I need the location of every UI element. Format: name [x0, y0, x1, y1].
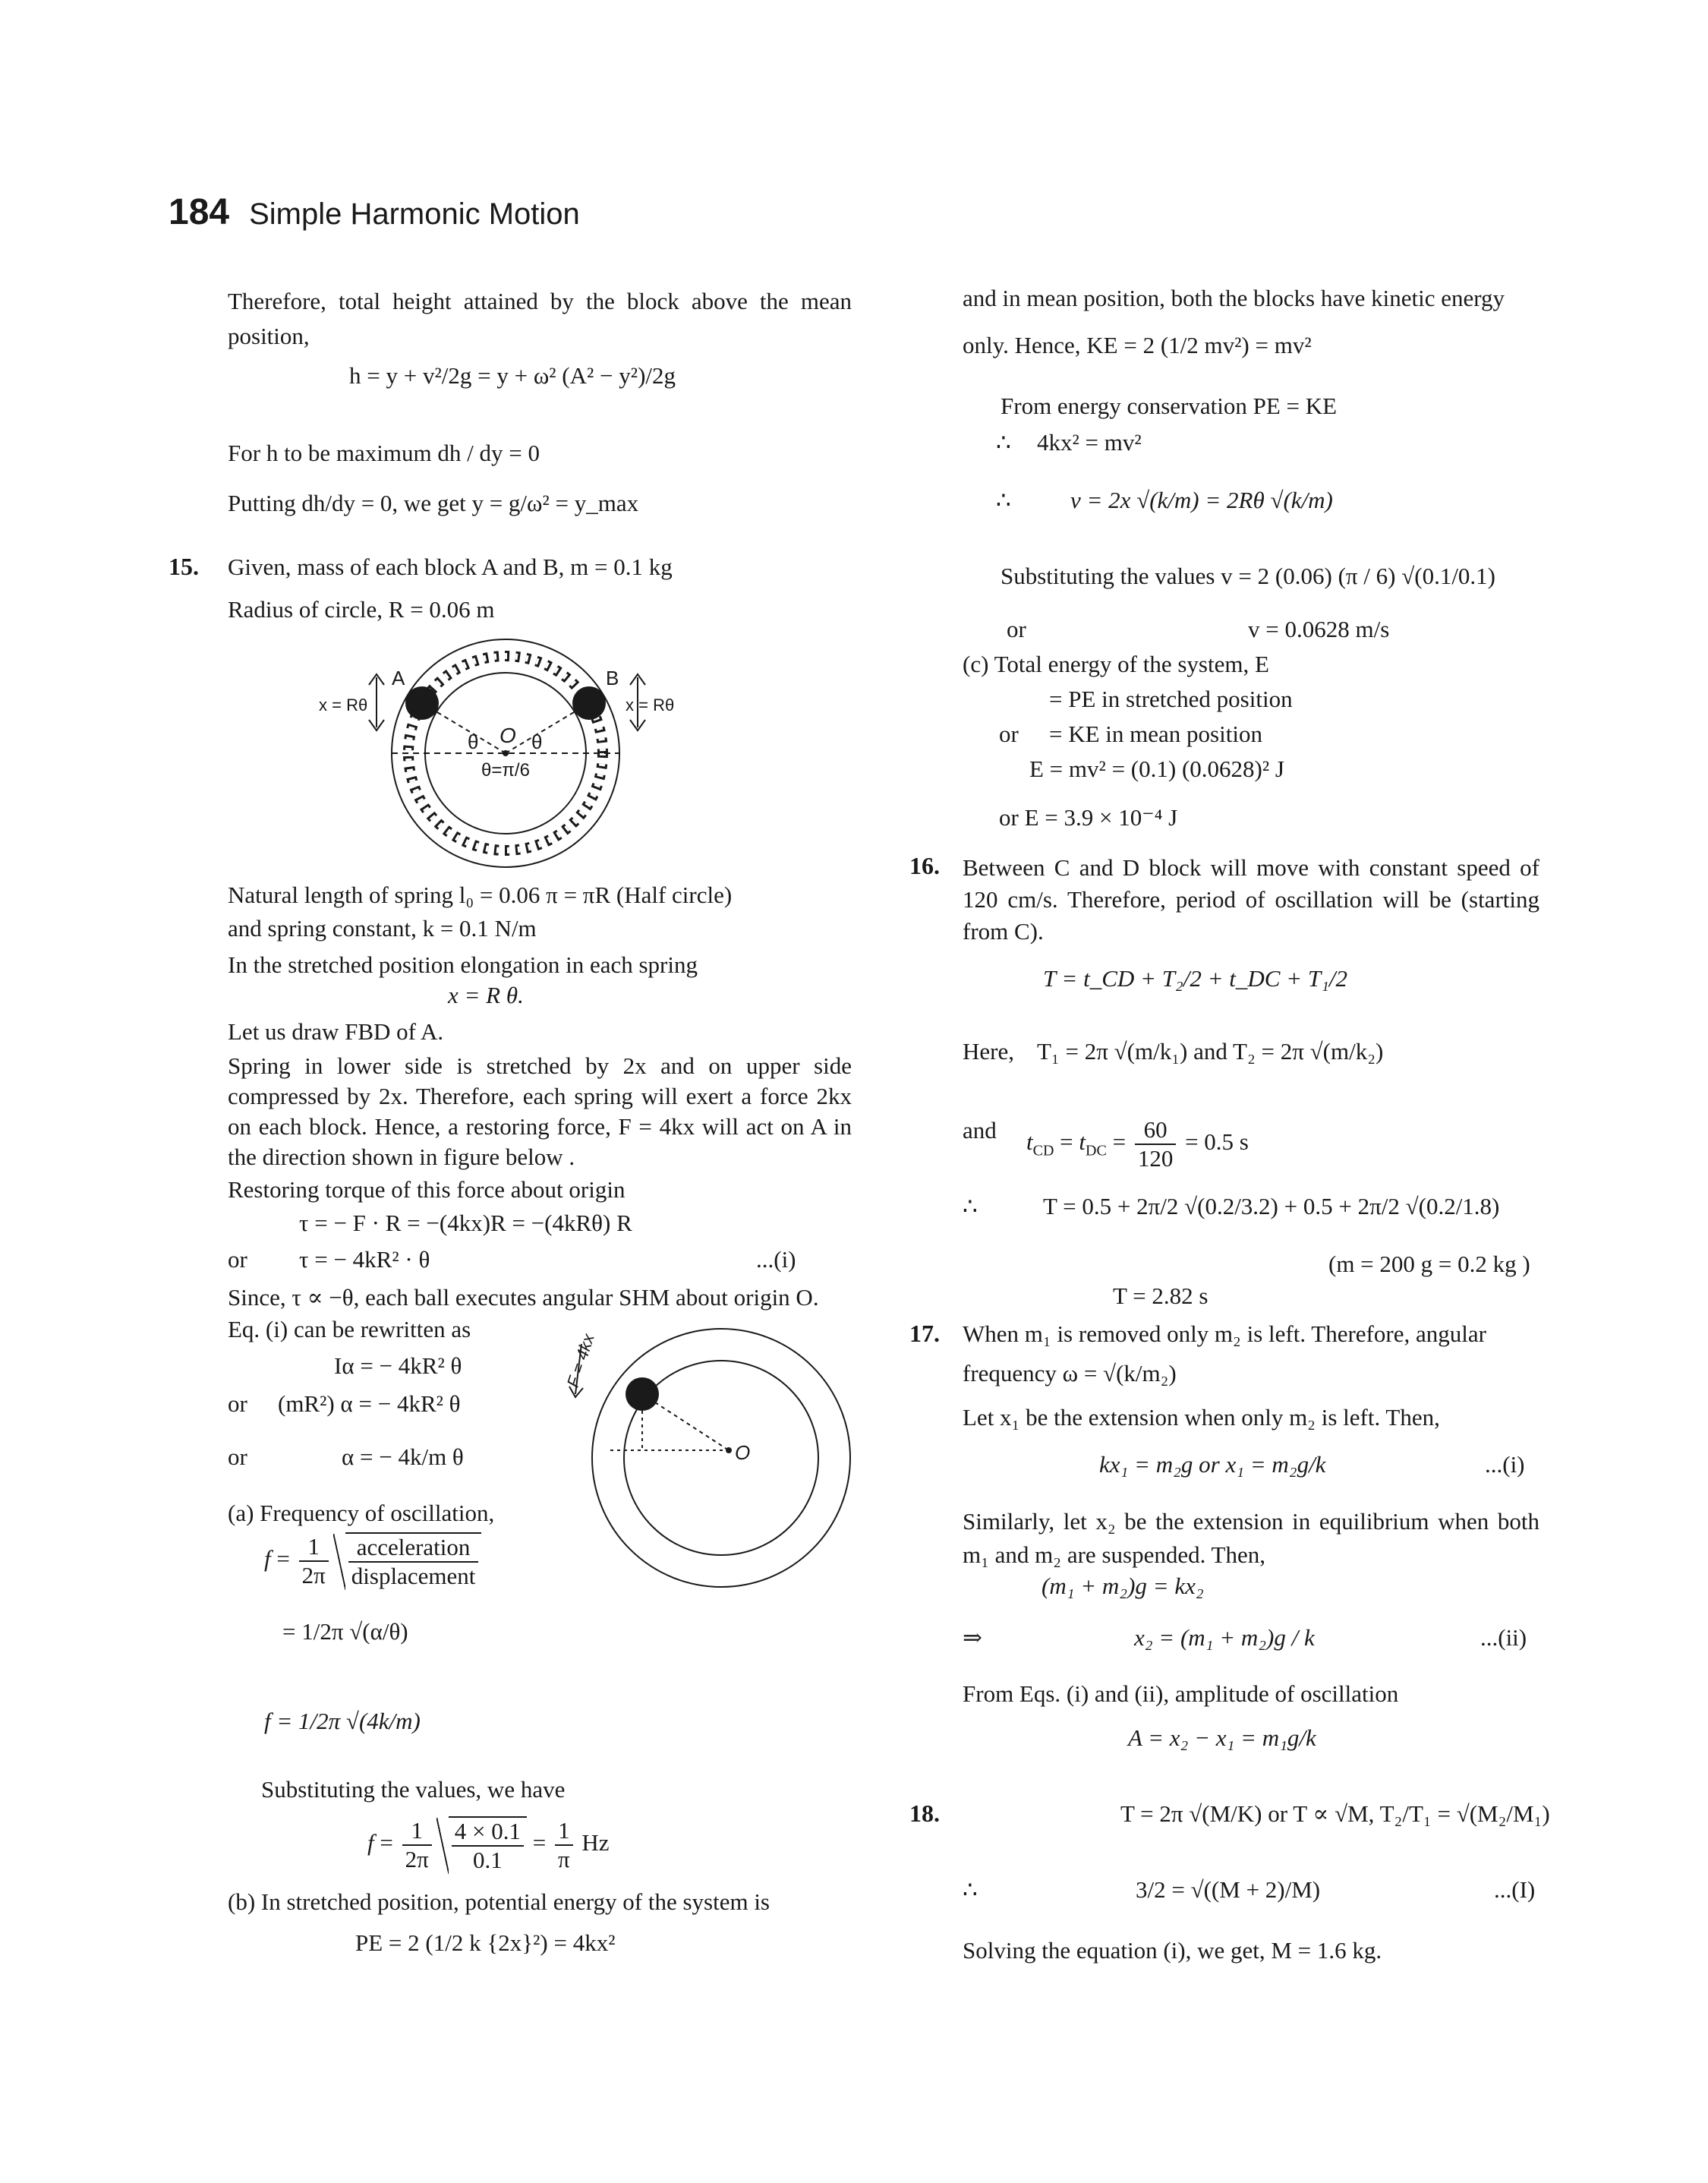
rewrite-line: Eq. (i) can be rewritten as	[228, 1316, 471, 1342]
m1m2-eq: (m₁ + m₂)g = kx₂	[1042, 1573, 1204, 1599]
eq-i-tag-right: ...(i)	[1485, 1451, 1525, 1478]
question-16-number: 16.	[909, 852, 940, 879]
ke-line-1: and in mean position, both the blocks have kinetic energy	[963, 285, 1505, 311]
or-ke: or	[999, 721, 1019, 747]
spring-constant: and spring constant, k = 0.1 N/m	[228, 915, 537, 942]
torque-intro: Restoring torque of this force about origin	[228, 1176, 626, 1203]
from-eqs: From Eqs. (i) and (ii), amplitude of oscillation	[963, 1680, 1399, 1707]
label-o: O	[499, 724, 516, 747]
amplitude-eq: A = x₂ − x₁ = m₁g/k	[1128, 1724, 1316, 1751]
therefore-symbol-3: ∴	[963, 1193, 978, 1219]
q17-line-1: When m₁ is removed only m₂ is left. Therefore, angular	[963, 1320, 1486, 1347]
ratio-eq: 3/2 = √((M + 2)/M)	[1136, 1876, 1321, 1903]
energy-eq: E = mv² = (0.1) (0.0628)² J	[1029, 756, 1284, 782]
potential-energy: PE = 2 (1/2 k {2x}²) = 4kx²	[355, 1929, 616, 1956]
max-condition: For h to be maximum dh / dy = 0	[228, 440, 540, 466]
or-label-1: or	[228, 1246, 247, 1273]
page-header	[169, 191, 580, 233]
fbd-line: Let us draw FBD of A.	[228, 1018, 444, 1045]
alpha-eq: α = − 4k/m θ	[342, 1443, 464, 1470]
acceleration-label: acceleration	[348, 1534, 479, 1563]
displacement-label: displacement	[351, 1563, 476, 1589]
outer-circle-2	[592, 1329, 850, 1587]
frequency-alpha-theta: = 1/2π √(α/θ)	[282, 1618, 408, 1645]
restoring-force-figure	[562, 1321, 865, 1602]
pe-stretched: = PE in stretched position	[1049, 686, 1293, 712]
left-intro-paragraph: Therefore, total height attained by the block above the mean position,	[228, 288, 852, 349]
page-number: 184	[169, 192, 230, 232]
label-theta-eq: θ=π/6	[481, 760, 530, 781]
or-label-2: or	[228, 1390, 247, 1417]
period-value: T = 2.82 s	[1113, 1282, 1209, 1309]
putting-line: Putting dh/dy = 0, we get y = g/ω² = y_max	[228, 490, 639, 516]
ke-line-2: only. Hence, KE = 2 (1/2 mv²) = mv²	[963, 332, 1312, 358]
q16-text: Between C and D block will move with constant speed of 120 cm/s. Therefore, period of oscillation will be (starting from C).	[963, 854, 1539, 945]
period-formula: T = t_CD + T₂/2 + t_DC + T₁/2	[1043, 965, 1347, 992]
here-label: Here,	[963, 1038, 1014, 1065]
tcd-eq: $t_{CD} = t_{DC}$ = $\frac{60}{120}$ = 0.5 s	[1026, 1116, 1249, 1172]
frequency-formula: f = $\frac{1}{2\pi}$ acceleration displacement	[264, 1532, 481, 1590]
mass-note: (m = 200 g = 0.2 kg )	[1328, 1251, 1530, 1277]
ball-to-origin	[642, 1394, 729, 1450]
label-x-left: x = Rθ	[319, 696, 368, 715]
question-15-number: 15.	[169, 553, 199, 580]
or-label-3: or	[228, 1443, 247, 1470]
origin-label-2: O	[735, 1441, 751, 1464]
frequency-value: f = $\frac{1}{2\pi}$ $\frac{4 \times 0.1}{0.1}$ = $\frac{1}{\pi}$ Hz	[367, 1817, 610, 1873]
block-a	[405, 686, 439, 720]
mr2-eq: (mR²) α = − 4kR² θ	[278, 1390, 461, 1417]
eq-i-tag: ...(i)	[756, 1246, 796, 1273]
or-v: or	[1007, 616, 1026, 642]
origin-dot-2	[726, 1447, 732, 1453]
x2-eq: x₂ = (m₁ + m₂)g / k	[1134, 1624, 1315, 1651]
point-one: 0.1	[473, 1847, 503, 1873]
t1-t2-eq: T₁ = 2π √(m/k₁) and T₂ = 2π √(m/k₂)	[1037, 1038, 1384, 1065]
substituting-line: Substituting the values, we have	[261, 1776, 566, 1803]
arrow-left	[369, 674, 384, 730]
similarly-paragraph: Similarly, let x₂ be the extension in equilibrium when both m₁ and m₂ are suspended. Then,	[963, 1508, 1539, 1568]
therefore-symbol-2: ∴	[996, 487, 1011, 513]
label-a: A	[392, 667, 405, 689]
question-18-number: 18.	[909, 1800, 940, 1827]
spring-circle-figure	[319, 630, 698, 881]
stretched-intro: In the stretched position elongation in each spring	[228, 951, 698, 978]
equation-h: h = y + v²/2g = y + ω² (A² − y²)/2g	[349, 362, 676, 389]
period-calc: T = 0.5 + 2π/2 √(0.2/3.2) + 0.5 + 2π/2 √(0.2/1.8)	[1043, 1193, 1500, 1219]
hz-unit: Hz	[581, 1829, 610, 1856]
velocity-value: v = 0.0628 m/s	[1248, 616, 1390, 642]
frequency-4k-m: f = 1/2π √(4k/m)	[264, 1708, 421, 1734]
eq-I-tag: ...(I)	[1494, 1876, 1536, 1903]
q15-radius: Radius of circle, R = 0.06 m	[228, 596, 495, 623]
one-twenty: 120	[1137, 1145, 1174, 1172]
solve-line: Solving the equation (i), we get, M = 1.6 kg.	[963, 1937, 1382, 1964]
q17-line-2: frequency ω = √(k/m₂)	[963, 1360, 1177, 1386]
i-alpha-eq: Iα = − 4kR² θ	[334, 1352, 462, 1379]
spring-paragraph: Spring in lower side is stretched by 2x and on upper side compressed by 2x. Therefore, each spring will exert a force 2kx on each block. Hence, a restoring force, F = 4kx will act on A in the direction shown in figure below .	[228, 1052, 852, 1170]
four-times-point-one: 4 × 0.1	[452, 1818, 524, 1847]
eq-ii-tag: ...(ii)	[1480, 1624, 1527, 1651]
part-c-title: (c) Total energy of the system, E	[963, 651, 1269, 677]
substituting-v: Substituting the values v = 2 (0.06) (π / 6) √(0.1/0.1)	[1001, 563, 1495, 589]
implies-symbol: ⇒	[963, 1624, 982, 1651]
label-theta-right: θ	[531, 730, 543, 753]
q15-given: Given, mass of each block A and B, m = 0.1 kg	[228, 554, 673, 580]
block-b	[572, 686, 606, 720]
therefore-symbol-4: ∴	[963, 1876, 978, 1903]
torque-eq-1: τ = − F · R = −(4kx)R = −(4kRθ) R	[299, 1210, 632, 1236]
let-x1: Let x₁ be the extension when only m₂ is left. Then,	[963, 1404, 1440, 1431]
label-x-right: x = Rθ	[626, 696, 675, 715]
energy-conservation: From energy conservation PE = KE	[1001, 393, 1338, 419]
natural-length: Natural length of spring l₀ = 0.06 π = πR (Half circle)	[228, 882, 733, 908]
force-label: F = 4kx	[563, 1331, 598, 1390]
velocity-eq: v = 2x √(k/m) = 2Rθ √(k/m)	[1070, 487, 1333, 513]
kx2-equals-mv2: 4kx² = mv²	[1037, 429, 1142, 456]
origin-dot	[503, 750, 509, 756]
label-theta-left: θ	[468, 730, 479, 753]
chapter-title: Simple Harmonic Motion	[249, 197, 580, 231]
label-b: B	[606, 667, 619, 689]
torque-eq-2: τ = − 4kR² · θ	[299, 1246, 430, 1273]
t18-eq: T = 2π √(M/K) or T ∝ √M, T₂/T₁ = √(M₂/M₁)	[1120, 1800, 1550, 1827]
part-a-title: (a) Frequency of oscillation,	[228, 1500, 495, 1526]
since-line: Since, τ ∝ −θ, each ball executes angular SHM about origin O.	[228, 1284, 819, 1311]
energy-value: or E = 3.9 × 10⁻⁴ J	[999, 804, 1178, 831]
x-equals-r-theta: x = R θ.	[448, 982, 524, 1008]
therefore-symbol-1: ∴	[996, 429, 1011, 456]
ke-mean: = KE in mean position	[1049, 721, 1262, 747]
kx1-eq: kx₁ = m₂g or x₁ = m₂g/k	[1099, 1451, 1326, 1478]
sixty: 60	[1135, 1116, 1177, 1145]
question-17-number: 17.	[909, 1320, 940, 1347]
part-b-title: (b) In stretched position, potential energy of the system is	[228, 1888, 770, 1915]
and-label: and	[963, 1117, 997, 1144]
